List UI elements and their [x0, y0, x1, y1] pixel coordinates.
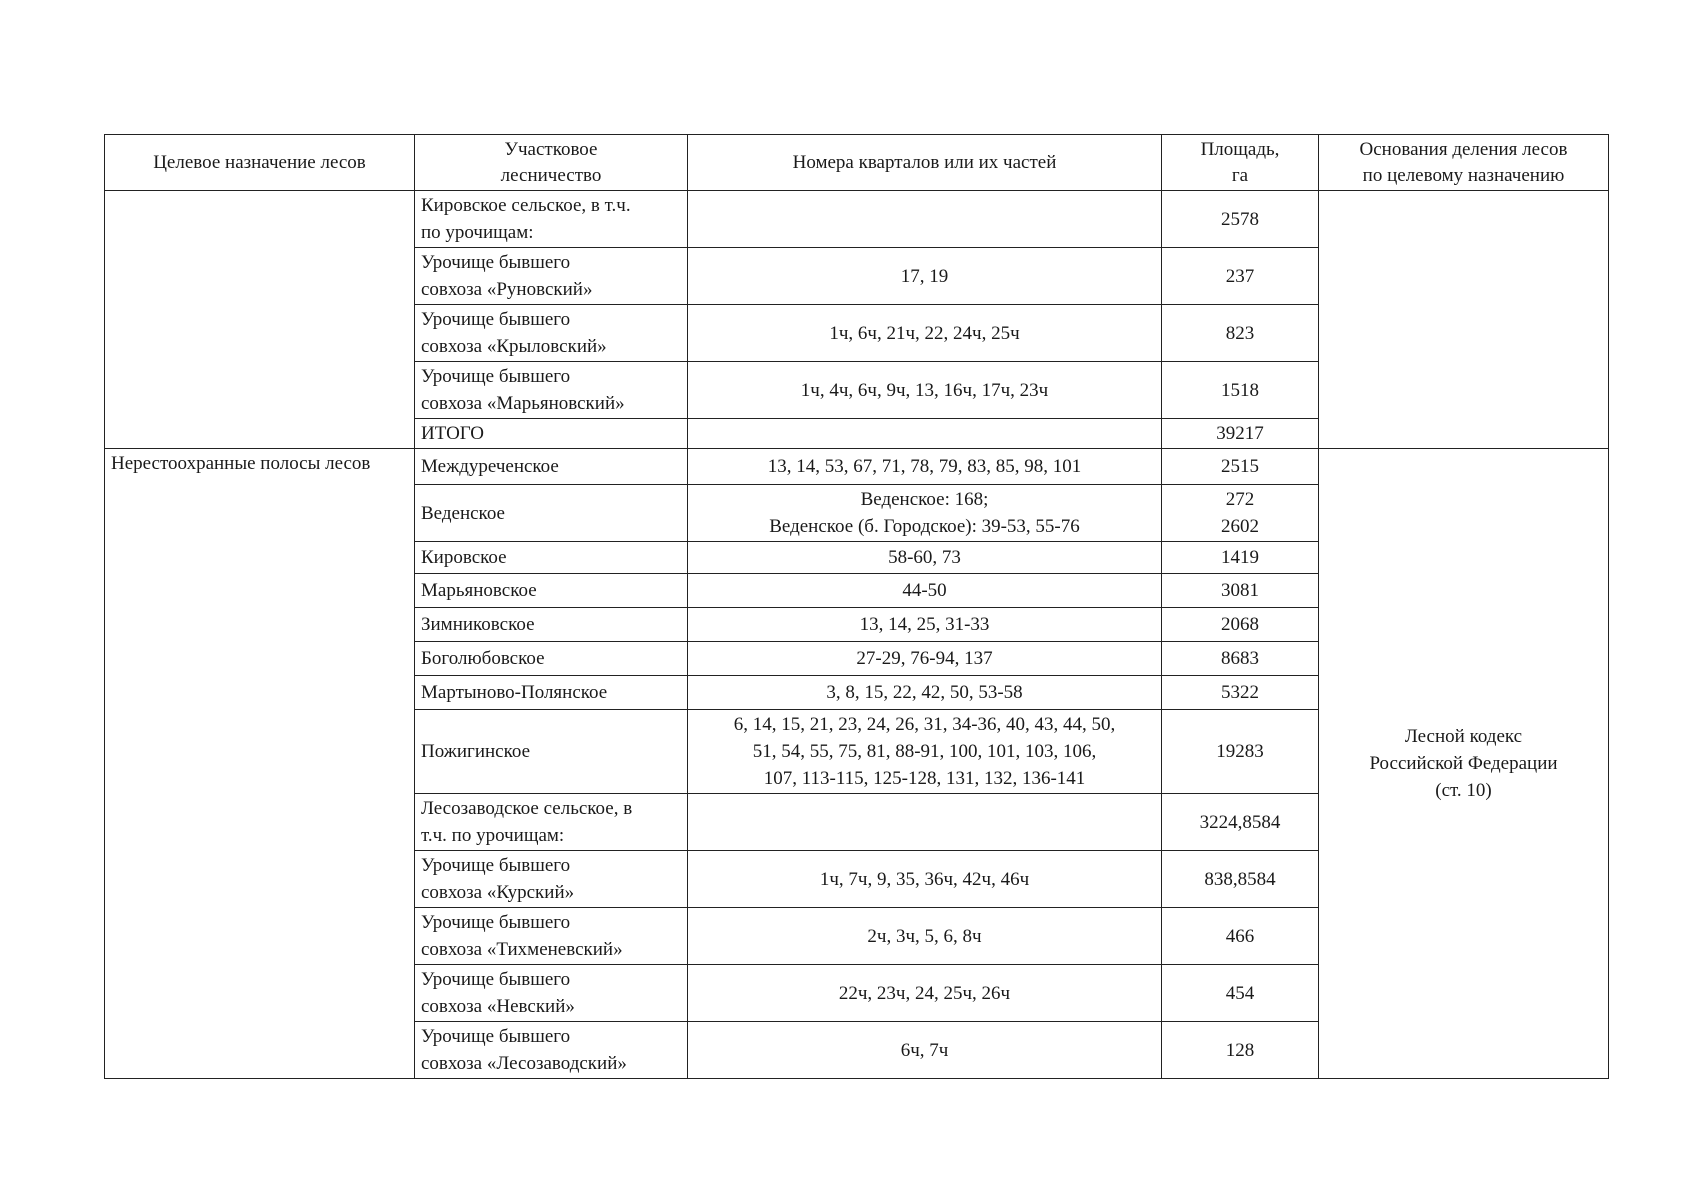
area-cell	[1162, 965, 1319, 1022]
forestry-cell	[415, 794, 688, 851]
blocks-cell	[688, 710, 1162, 794]
area-cell	[1162, 608, 1319, 642]
header-area-line: га	[1231, 164, 1249, 186]
blocks-cell	[688, 851, 1162, 908]
blocks-line: 13, 14, 53, 67, 71, 78, 79, 83, 85, 98, 101	[767, 456, 1082, 477]
forestry-line: совхоза «Крыловский»	[421, 336, 607, 357]
header-basis-line: по целевому назначению	[1362, 164, 1565, 186]
forestry-cell	[415, 362, 688, 419]
forestry-line: Урочище бывшего	[421, 1026, 571, 1047]
area-line: 3224,8584	[1199, 811, 1281, 833]
forestry-line: т.ч. по урочищам:	[421, 825, 565, 846]
area-line: 838,8584	[1204, 868, 1276, 890]
forestry-line: совхоза «Лесозаводский»	[421, 1053, 627, 1074]
forestry-cell	[415, 191, 688, 248]
blocks-line: 107, 113-115, 125-128, 131, 132, 136-141	[763, 768, 1086, 789]
forestry-cell	[415, 608, 688, 642]
forestry-cell	[415, 305, 688, 362]
area-cell	[1162, 485, 1319, 542]
blocks-line: 22ч, 23ч, 24, 25ч, 26ч	[838, 982, 1011, 1004]
area-line: 2578	[1221, 208, 1259, 230]
area-cell	[1162, 362, 1319, 419]
blocks-cell	[688, 608, 1162, 642]
blocks-line: 17, 19	[900, 265, 949, 287]
blocks-cell	[688, 908, 1162, 965]
blocks-cell	[688, 485, 1162, 542]
area-line: 272	[1225, 489, 1255, 510]
area-cell	[1162, 191, 1319, 248]
area-cell	[1162, 574, 1319, 608]
blocks-cell	[688, 965, 1162, 1022]
area-cell	[1162, 419, 1319, 449]
area-cell	[1162, 449, 1319, 485]
forestry-cell	[415, 248, 688, 305]
area-line: 2602	[1221, 516, 1259, 537]
header-basis	[1319, 135, 1609, 191]
forestry-cell	[415, 449, 688, 485]
forestry-line: совхоза «Тихменевский»	[421, 939, 623, 960]
table-row	[105, 191, 1609, 248]
forestry-line: ИТОГО	[421, 423, 485, 444]
area-line: 39217	[1216, 423, 1264, 444]
blocks-line: 1ч, 6ч, 21ч, 22, 24ч, 25ч	[829, 322, 1020, 344]
forestry-cell	[415, 1022, 688, 1079]
forestry-cell	[415, 542, 688, 574]
forestry-cell	[415, 851, 688, 908]
forestry-cell	[415, 485, 688, 542]
forest-purpose-table	[104, 134, 1609, 1079]
area-line: 5322	[1221, 682, 1259, 703]
forestry-line: Урочище бывшего	[421, 366, 571, 387]
forestry-line: Междуреченское	[421, 456, 559, 477]
forestry-cell	[415, 908, 688, 965]
area-line: 2515	[1221, 456, 1259, 477]
forestry-line: Кировское	[421, 547, 507, 568]
area-cell	[1162, 676, 1319, 710]
forestry-line: совхоза «Руновский»	[421, 279, 593, 300]
blocks-line: 44-50	[902, 580, 947, 601]
forestry-line: Урочище бывшего	[421, 252, 571, 273]
area-cell	[1162, 710, 1319, 794]
forestry-cell	[415, 419, 688, 449]
forestry-cell	[415, 965, 688, 1022]
header-purpose: Целевое назначение лесов	[105, 135, 415, 191]
header-area-line: Площадь,	[1200, 138, 1280, 160]
table-body	[105, 191, 1609, 1079]
header-forestry-line: Участковое	[504, 138, 598, 160]
blocks-cell	[688, 248, 1162, 305]
blocks-cell	[688, 305, 1162, 362]
header-blocks: Номера кварталов или их частей	[688, 135, 1162, 191]
purpose-cell	[105, 191, 415, 449]
blocks-line: Веденское (б. Городское): 39-53, 55-76	[769, 516, 1080, 537]
purpose-cell: Нерестоохранные полосы лесов	[105, 449, 415, 1079]
area-cell	[1162, 542, 1319, 574]
blocks-cell	[688, 574, 1162, 608]
forestry-line: Боголюбовское	[421, 648, 545, 669]
header-area	[1162, 135, 1319, 191]
forestry-cell	[415, 710, 688, 794]
area-line: 466	[1225, 925, 1255, 947]
blocks-line: 3, 8, 15, 22, 42, 50, 53-58	[826, 682, 1023, 703]
area-cell	[1162, 1022, 1319, 1079]
table-header-row	[105, 135, 1609, 191]
forestry-line: Урочище бывшего	[421, 309, 571, 330]
basis-line: (ст. 10)	[1435, 780, 1492, 801]
basis-line: Российской Федерации	[1369, 753, 1558, 774]
area-line: 3081	[1221, 580, 1259, 601]
forestry-line: совхоза «Курский»	[421, 882, 575, 903]
blocks-line: 27-29, 76-94, 137	[856, 648, 993, 669]
basis-line: Лесной кодекс	[1404, 726, 1523, 747]
blocks-line: 13, 14, 25, 31-33	[859, 614, 990, 635]
area-line: 237	[1225, 265, 1255, 287]
forestry-cell	[415, 574, 688, 608]
blocks-cell	[688, 449, 1162, 485]
forestry-line: Веденское	[421, 502, 505, 524]
area-line: 1518	[1221, 379, 1259, 401]
blocks-line: 51, 54, 55, 75, 81, 88-91, 100, 101, 103, 106,	[752, 741, 1097, 762]
forestry-line: Урочище бывшего	[421, 855, 571, 876]
blocks-line: 6, 14, 15, 21, 23, 24, 26, 31, 34-36, 40, 43, 44, 50,	[733, 714, 1116, 735]
forestry-line: Урочище бывшего	[421, 969, 571, 990]
table-row	[105, 449, 1609, 485]
forestry-line: Мартыново-Полянское	[421, 682, 608, 703]
blocks-cell	[688, 362, 1162, 419]
forestry-line: совхоза «Невский»	[421, 996, 575, 1017]
header-basis-line: Основания деления лесов	[1359, 138, 1568, 160]
forestry-line: по урочищам:	[421, 222, 534, 243]
area-cell	[1162, 794, 1319, 851]
forestry-cell	[415, 676, 688, 710]
forestry-line: Пожигинское	[421, 741, 531, 762]
forestry-line: Урочище бывшего	[421, 912, 571, 933]
blocks-cell	[688, 419, 1162, 449]
area-line: 823	[1225, 322, 1255, 344]
forestry-line: Лесозаводское сельское, в	[421, 798, 633, 819]
forestry-line: совхоза «Марьяновский»	[421, 393, 625, 414]
blocks-line: 1ч, 7ч, 9, 35, 36ч, 42ч, 46ч	[819, 868, 1030, 890]
header-forestry-line: лесничество	[500, 164, 602, 186]
area-line: 128	[1225, 1039, 1255, 1061]
area-cell	[1162, 851, 1319, 908]
area-line: 454	[1225, 982, 1255, 1004]
blocks-line: 2ч, 3ч, 5, 6, 8ч	[867, 925, 982, 947]
area-line: 2068	[1221, 614, 1259, 635]
area-line: 1419	[1221, 547, 1259, 568]
forestry-line: Кировское сельское, в т.ч.	[421, 195, 631, 216]
blocks-line: 1ч, 4ч, 6ч, 9ч, 13, 16ч, 17ч, 23ч	[800, 379, 1049, 401]
area-line: 8683	[1221, 648, 1259, 669]
area-cell	[1162, 305, 1319, 362]
header-forestry	[415, 135, 688, 191]
blocks-cell	[688, 794, 1162, 851]
area-cell	[1162, 642, 1319, 676]
blocks-cell	[688, 1022, 1162, 1079]
blocks-cell	[688, 676, 1162, 710]
blocks-cell	[688, 542, 1162, 574]
area-line: 19283	[1216, 741, 1264, 762]
area-cell	[1162, 908, 1319, 965]
blocks-cell	[688, 191, 1162, 248]
blocks-line: 58-60, 73	[888, 547, 961, 568]
area-cell	[1162, 248, 1319, 305]
forestry-line: Марьяновское	[421, 580, 537, 601]
blocks-cell	[688, 642, 1162, 676]
blocks-line: Веденское: 168;	[860, 489, 989, 510]
blocks-line: 6ч, 7ч	[900, 1039, 949, 1061]
basis-cell	[1319, 191, 1609, 449]
forestry-line: Зимниковское	[421, 614, 535, 635]
forestry-cell	[415, 642, 688, 676]
basis-cell	[1319, 449, 1609, 1079]
